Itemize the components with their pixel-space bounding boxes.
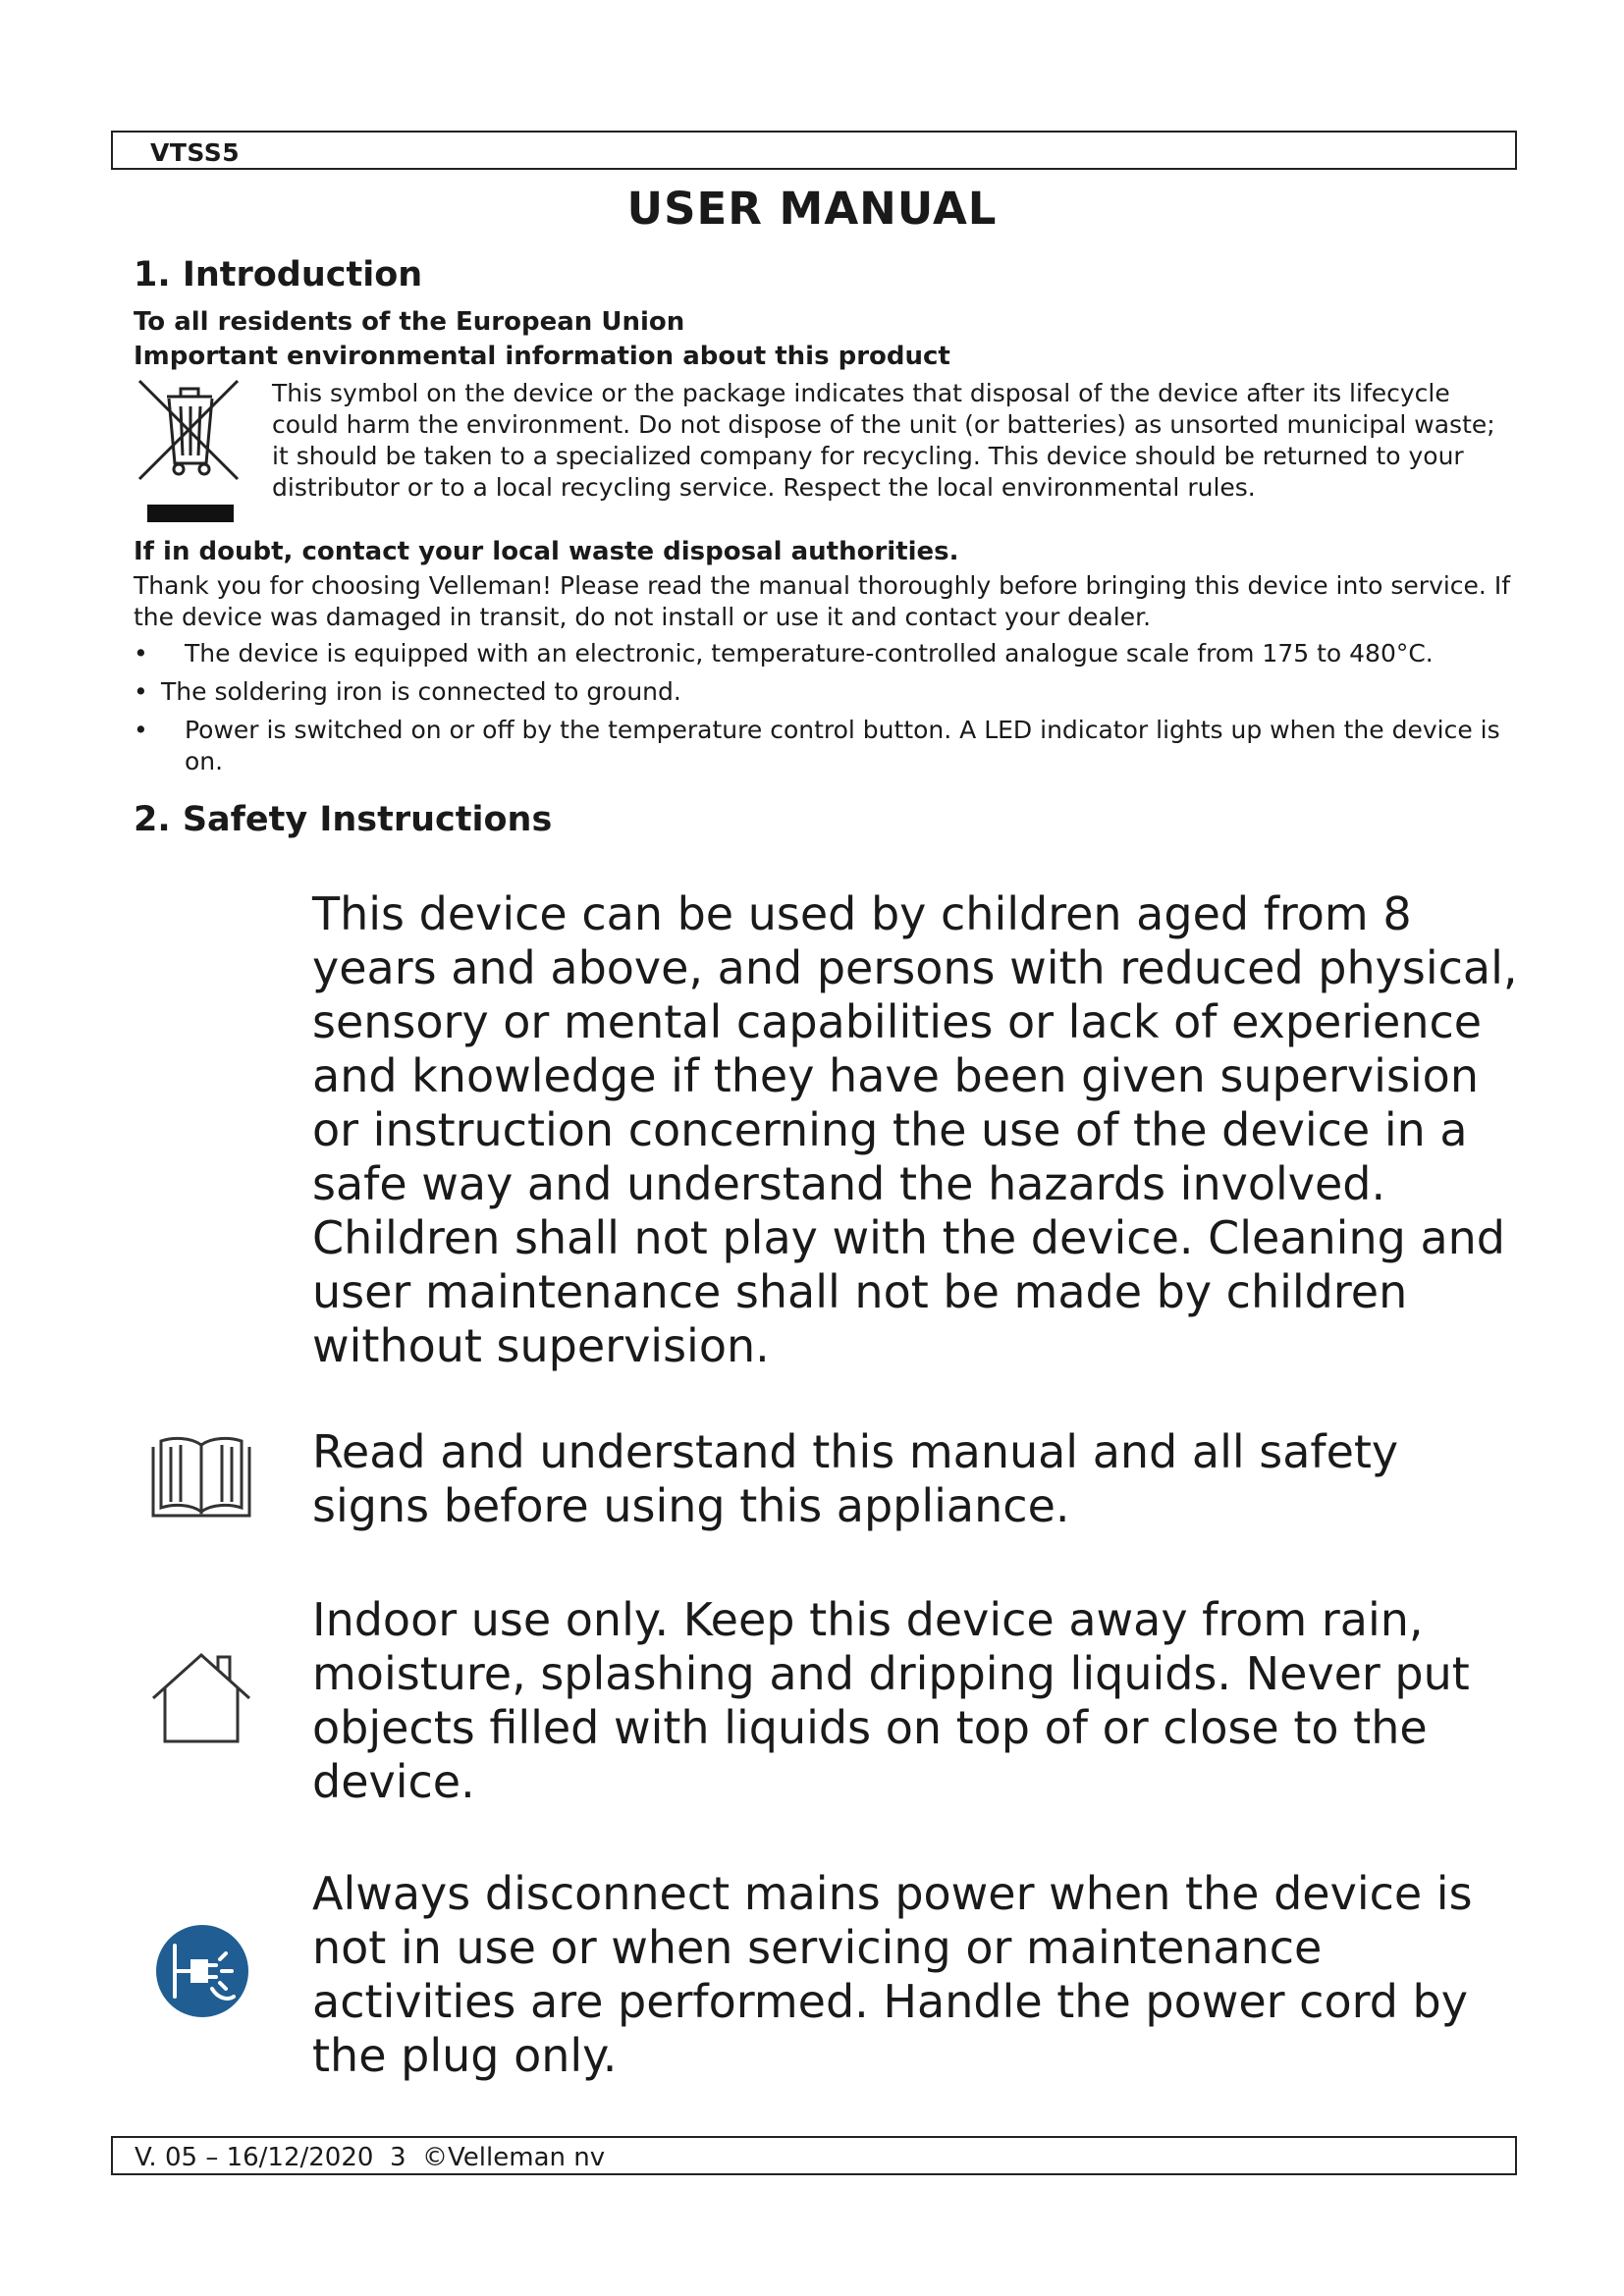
list-item-text: Power is switched on or off by the temperature control button. A LED indicator lights up when the device is on. — [185, 716, 1500, 775]
bullet-symbol: • — [134, 716, 148, 744]
read-manual-text: Read and understand this manual and all safety signs before using this appliance. — [312, 1425, 1399, 1532]
children-safety-text: This device can be used by children aged from 8 years and above, and persons with reduced physical, sensory or mental capabilities or lack of experience and knowledge if they have been given supervision or instruction concerning the use of the device in a safe way and understand the hazards involved. Children shall not play with the device. Cleaning and user maintenance shall not be made by children without supervision. — [312, 887, 1518, 1372]
doubt-line: If in doubt, contact your local waste disposal authorities. — [134, 537, 959, 566]
weee-text: This symbol on the device or the package indicates that disposal of the device after its lifecycle could harm the environment. Do not dispose of the unit (or batteries) as unsorted municipal waste; it should be taken to a specialized company for recycling. This device should be returned to your distributor or to a local recycling service. Respect the local environmental rules. — [272, 379, 1495, 502]
list-item — [134, 715, 1518, 777]
feature-list — [134, 638, 1518, 777]
disconnect-power-text: Always disconnect mains power when the device is not in use or when servicing or maintenance activities are performed. Handle the power cord by the plug only. — [312, 1867, 1473, 2082]
bullet-symbol: • — [134, 639, 148, 667]
page-title: USER MANUAL — [626, 183, 998, 235]
bullet-symbol: • — [134, 677, 148, 706]
product-code: VTSS5 — [150, 138, 241, 167]
footer-box — [111, 2136, 1517, 2175]
unplug-icon — [155, 1924, 249, 2018]
thank-you-paragraph: Thank you for choosing Velleman! Please read the manual thoroughly before bringing this device into service. If the device was damaged in transit, do not install or use it and contact your dealer. — [134, 571, 1511, 631]
house-icon — [149, 1649, 253, 1747]
list-item — [134, 676, 1518, 708]
crossed-bin-icon — [134, 375, 244, 485]
book-icon — [149, 1433, 253, 1522]
header-box — [111, 131, 1517, 170]
footer-text: V. 05 – 16/12/2020 3 ©Velleman nv — [135, 2143, 606, 2172]
indoor-use-text: Indoor use only. Keep this device away from rain, moisture, splashing and dripping liquids. Never put objects filled with liquids on top of or close to the device. — [312, 1593, 1470, 1808]
section-1-heading: 1. Introduction — [134, 255, 423, 294]
environmental-heading: Important environmental information about this product — [134, 342, 950, 371]
list-item — [134, 638, 1518, 669]
weee-black-bar — [147, 505, 234, 522]
list-item-text: The device is equipped with an electronic, temperature-controlled analogue scale from 175 to 480°C. — [185, 639, 1434, 667]
eu-residents-line: To all residents of the European Union — [134, 307, 685, 337]
section-2-heading: 2. Safety Instructions — [134, 800, 553, 839]
list-item-text: The soldering iron is connected to ground. — [161, 677, 681, 706]
